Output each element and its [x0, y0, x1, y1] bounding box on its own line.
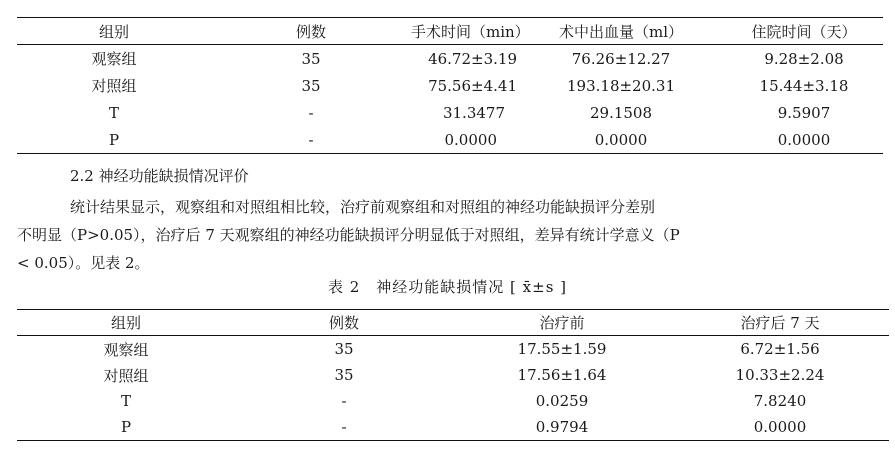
table-cell: 6.72±1.56: [740, 340, 820, 358]
table-cell: 观察组: [91, 50, 137, 68]
table-2-header-group: 组别: [17, 310, 235, 336]
table-cell: 7.8240: [753, 392, 807, 410]
table-row: [17, 414, 889, 441]
table-2: [17, 309, 889, 441]
table-cell: 0.0000: [777, 130, 831, 149]
table-1-header-count: 例数: [211, 18, 411, 45]
table-cell: 观察组: [103, 340, 149, 359]
table-cell: 35: [301, 76, 321, 95]
table-2-header-row: [17, 310, 889, 336]
table-row: [17, 336, 889, 363]
table-cell: 31.3477: [442, 103, 505, 122]
table-cell: -: [341, 392, 347, 410]
table-cell: -: [308, 103, 314, 122]
paragraph-line-3: < 0.05）。见表 2。: [17, 254, 150, 272]
table-cell: 193.18±20.31: [567, 76, 675, 95]
table-cell: 0.9794: [535, 418, 589, 436]
table-cell: 75.56±4.41: [428, 76, 517, 95]
table-cell: 9.5907: [777, 103, 831, 122]
table-cell: P: [120, 418, 132, 436]
table-cell: 对照组: [103, 366, 149, 385]
table-cell: T: [120, 392, 131, 410]
table-cell: 17.55±1.59: [517, 340, 607, 358]
table-cell: 46.72±3.19: [428, 49, 517, 68]
table-2-header-after: 治疗后 7 天: [671, 310, 889, 336]
table-row: [17, 362, 889, 388]
section-heading: 2.2 神经功能缺损情况评价: [70, 167, 249, 185]
table-cell: 15.44±3.18: [759, 76, 849, 95]
table-1-header-surgery-time: 手术时间（min）: [411, 18, 517, 45]
table-cell: 0.0000: [753, 418, 807, 436]
table-cell: -: [308, 130, 314, 149]
table-cell: T: [108, 103, 119, 122]
table-1-header-hospital-stay: 住院时间（天）: [725, 18, 883, 45]
table-cell: 0.0000: [444, 130, 497, 149]
table-1-header-blood-loss: 术中出血量（ml）: [517, 18, 725, 45]
table-cell: 0.0000: [594, 130, 648, 149]
table-2-caption: 表 2 神经功能缺损情况 [ x̄±s ]: [327, 278, 568, 296]
paragraph-line-1: 统计结果显示，观察组和对照组相比较，治疗前观察组和对照组的神经功能缺损评分差别: [70, 198, 656, 216]
table-cell: 10.33±2.24: [735, 366, 825, 384]
table-cell: -: [341, 418, 347, 436]
table-cell: 35: [334, 366, 354, 384]
table-cell: 35: [334, 340, 354, 358]
table-2-header-count: 例数: [235, 310, 453, 336]
table-cell: 29.1508: [589, 103, 653, 122]
table-row: [17, 388, 889, 414]
table-row: [17, 99, 883, 126]
table-row: [17, 126, 883, 154]
paragraph-line-2: 不明显（P>0.05），治疗后 7 天观察组的神经功能缺损评分明显低于对照组，差异有统计学意义（P: [17, 226, 680, 244]
table-1-header-group: 组别: [17, 18, 211, 45]
table-row: [17, 72, 883, 99]
table-1: [17, 17, 883, 154]
table-cell: 35: [301, 49, 321, 68]
table-2-header-before: 治疗前: [453, 310, 671, 336]
table-cell: 9.28±2.08: [764, 49, 844, 68]
table-cell: 0.0259: [535, 392, 589, 410]
table-cell: 对照组: [91, 77, 137, 95]
table-cell: 76.26±12.27: [571, 49, 671, 68]
section-paragraph: [17, 193, 889, 277]
table-cell: 17.56±1.64: [517, 366, 607, 384]
table-cell: P: [108, 130, 120, 149]
table-1-header-row: [17, 18, 883, 45]
table-row: [17, 45, 883, 73]
